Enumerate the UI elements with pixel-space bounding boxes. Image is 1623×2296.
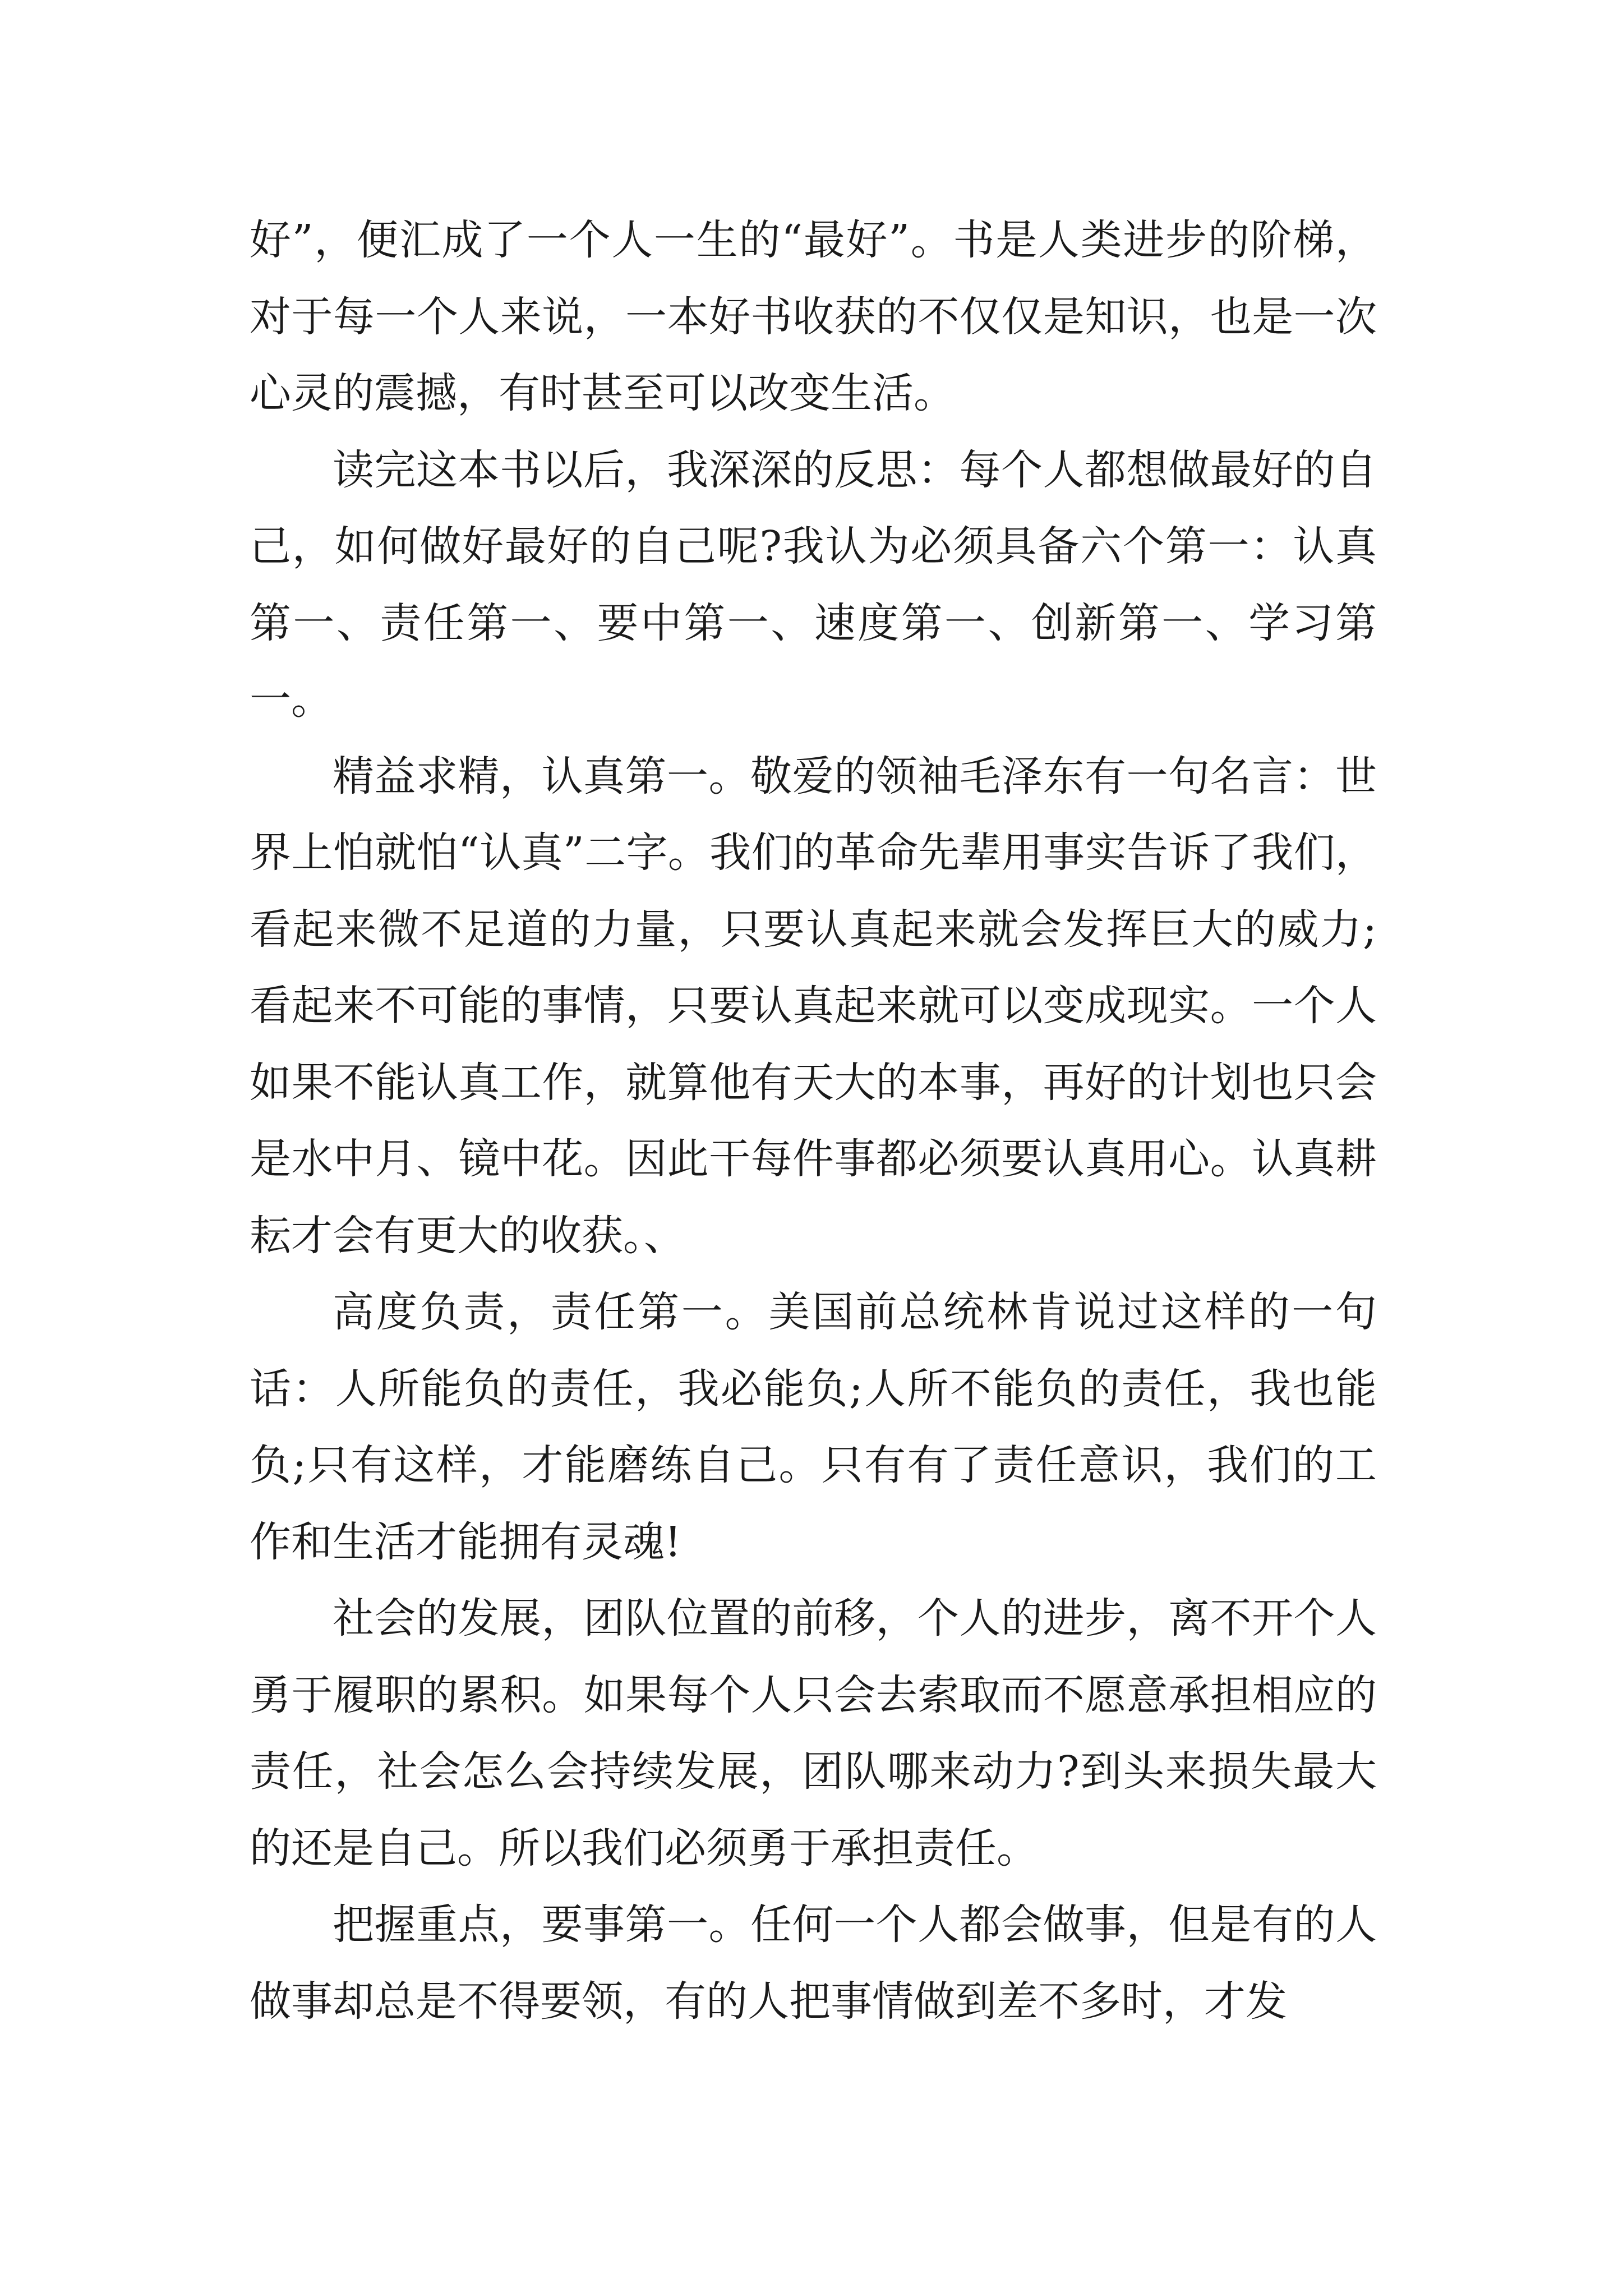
paragraph-6: 把握重点，要事第一。任何一个人都会做事，但是有的人做事却总是不得要领，有的人把事情做到差不多时，才发 bbox=[250, 1901, 1377, 2026]
paragraph-5: 社会的发展，团队位置的前移，个人的进步，离不开个人勇于履职的累积。如果每个人只会去索取而不愿意承担相应的责任，社会怎么会持续发展，团队哪来动力?到头来损失最大的还是自己。所以我们必须勇于承担责任。 bbox=[250, 1594, 1377, 1872]
paragraph-1: 好”，便汇成了一个人一生的“最好”。书是人类进步的阶梯，对于每一个人来说，一本好书收获的不仅仅是知识，也是一次心灵的震撼，有时甚至可以改变生活。 bbox=[250, 216, 1377, 417]
paragraph-3: 精益求精，认真第一。敬爱的领袖毛泽东有一句名言：世界上怕就怕“认真”二字。我们的革命先辈用事实告诉了我们，看起来微不足道的力量，只要认真起来就会发挥巨大的威力;看起来不可能的事情，只要认真起来就可以变成现实。一个人如果不能认真工作，就算他有天大的本事，再好的计划也只会是水中月、镜中花。因此干每件事都必须要认真用心。认真耕耘才会有更大的收获。、 bbox=[250, 752, 1377, 1260]
document-body bbox=[250, 202, 1377, 2040]
paragraph-2: 读完这本书以后，我深深的反思：每个人都想做最好的自己，如何做好最好的自己呢?我认为必须具备六个第一：认真第一、责任第一、要中第一、速度第一、创新第一、学习第一。 bbox=[250, 445, 1377, 724]
paragraph-4: 高度负责，责任第一。美国前总统林肯说过这样的一句话：人所能负的责任，我必能负;人所不能负的责任，我也能负;只有这样，才能磨练自己。只有有了责任意识，我们的工作和生活才能拥有灵魂! bbox=[250, 1288, 1377, 1566]
